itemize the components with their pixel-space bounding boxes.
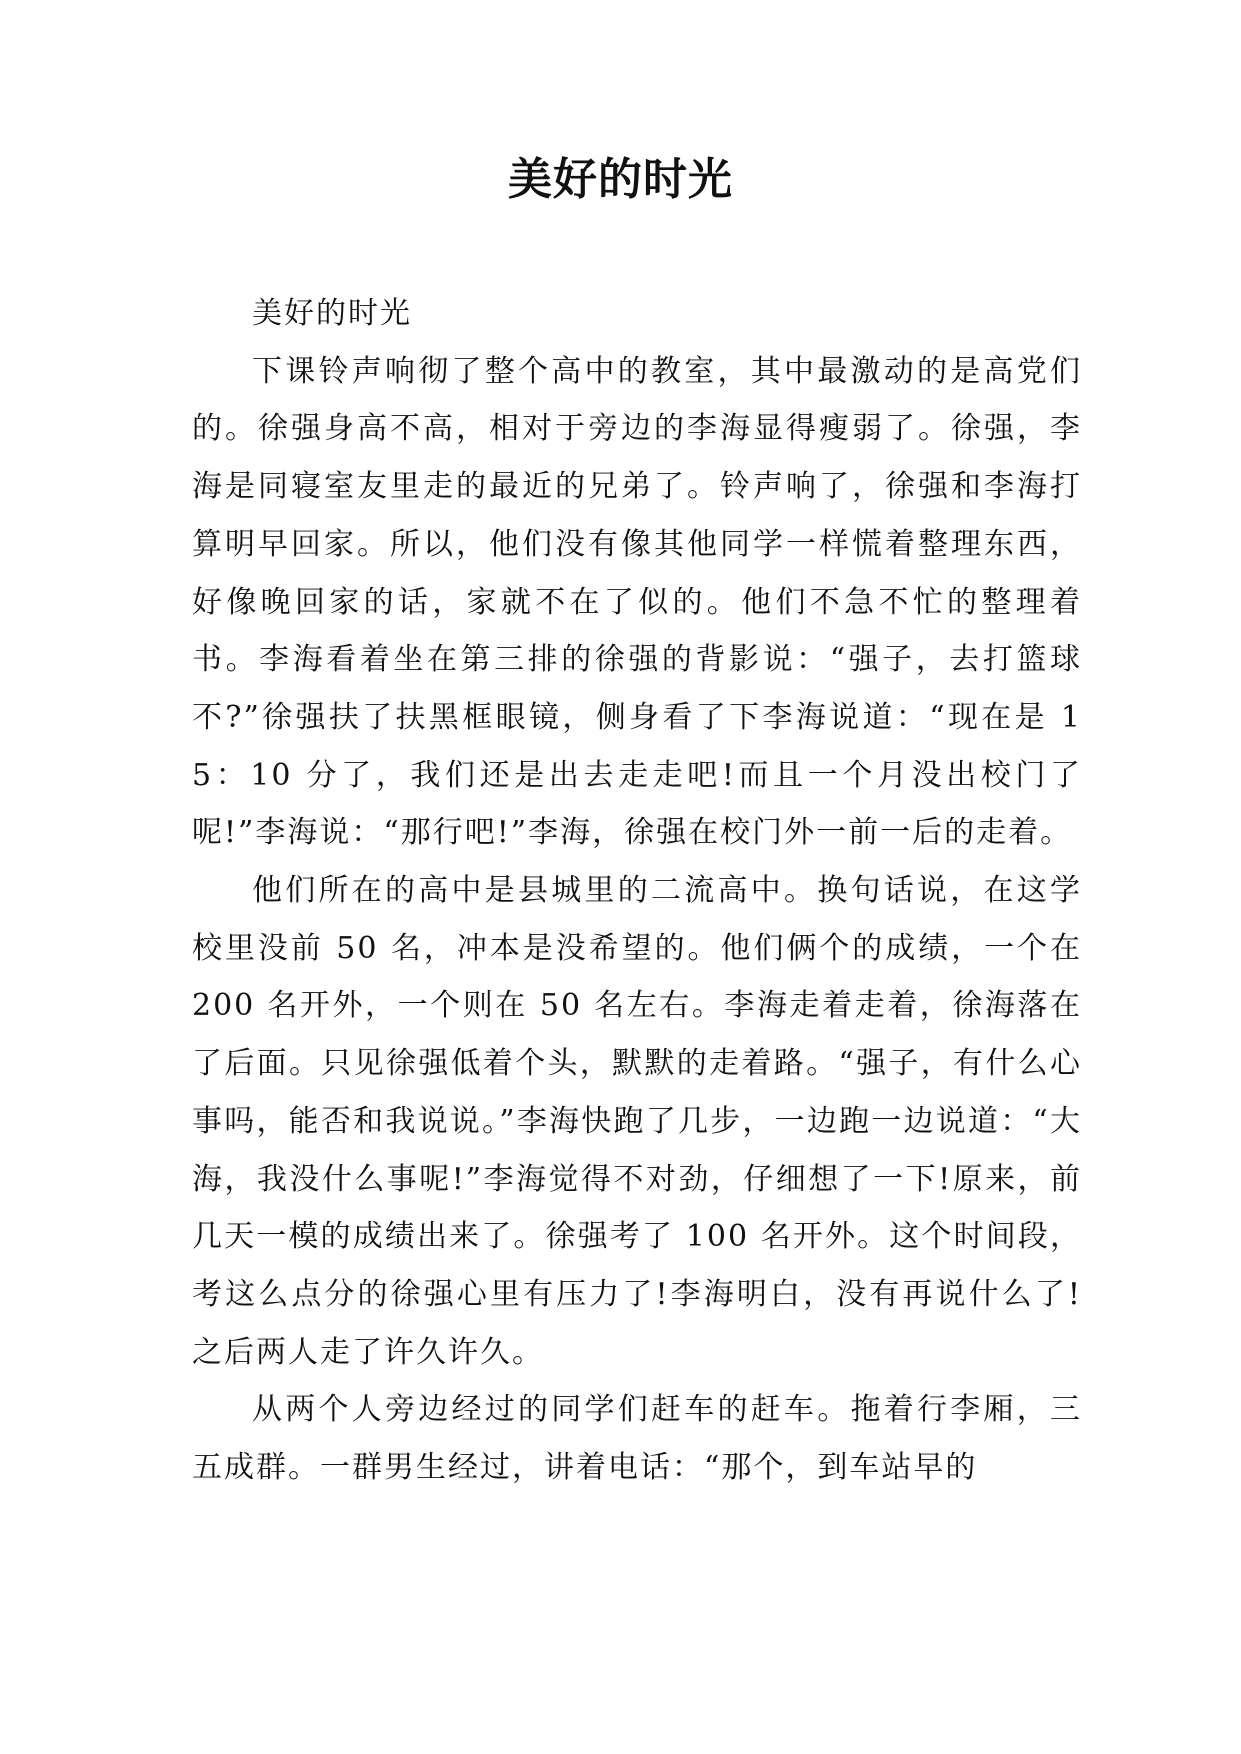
document-title: 美好的时光 bbox=[508, 154, 733, 205]
paragraph: 下课铃声响彻了整个高中的教室，其中最激动的是高党们的。徐强身高不高，相对于旁边的李海显得瘦弱了。徐强，李海是同寝室友里走的最近的兄弟了。铃声响了，徐强和李海打算明早回家。所以，他们没有像其他同学一样慌着整理东西，好像晚回家的话，家就不在了似的。他们不急不忙的整理着书。李海看着坐在第三排的徐强的背影说：“强子，去打篮球不?”徐强扶了扶黑框眼镜，侧身看了下李海说道：“现在是 15：10 分了，我们还是出去走走吧!而且一个月没出校门了呢!”李海说：“那行吧!”李海，徐强在校门外一前一后的走着。 bbox=[192, 353, 1082, 851]
paragraph: 美好的时光 bbox=[252, 296, 412, 331]
document-body bbox=[192, 285, 1082, 1497]
paragraph: 他们所在的高中是县城里的二流高中。换句话说，在这学校里没前 50 名，冲本是没希望的。他们俩个的成绩，一个在 200 名开外，一个则在 50 名左右。李海走着走着，徐海落在了后面。只见徐强低着个头，默默的走着路。“强子，有什么心事吗，能否和我说说。”李海快跑了几步，一边跑一边说道：“大海，我没什么事呢!”李海觉得不对劲，仔细想了一下!原来，前几天一模的成绩出来了。徐强考了 100 名开外。这个时间段，考这么点分的徐强心里有压力了!李海明白，没有再说什么了!之后两人走了许久许久。 bbox=[192, 873, 1082, 1370]
paragraph: 从两个人旁边经过的同学们赶车的赶车。拖着行李厢，三五成群。一群男生经过，讲着电话：“那个，到车站早的 bbox=[192, 1392, 1082, 1486]
